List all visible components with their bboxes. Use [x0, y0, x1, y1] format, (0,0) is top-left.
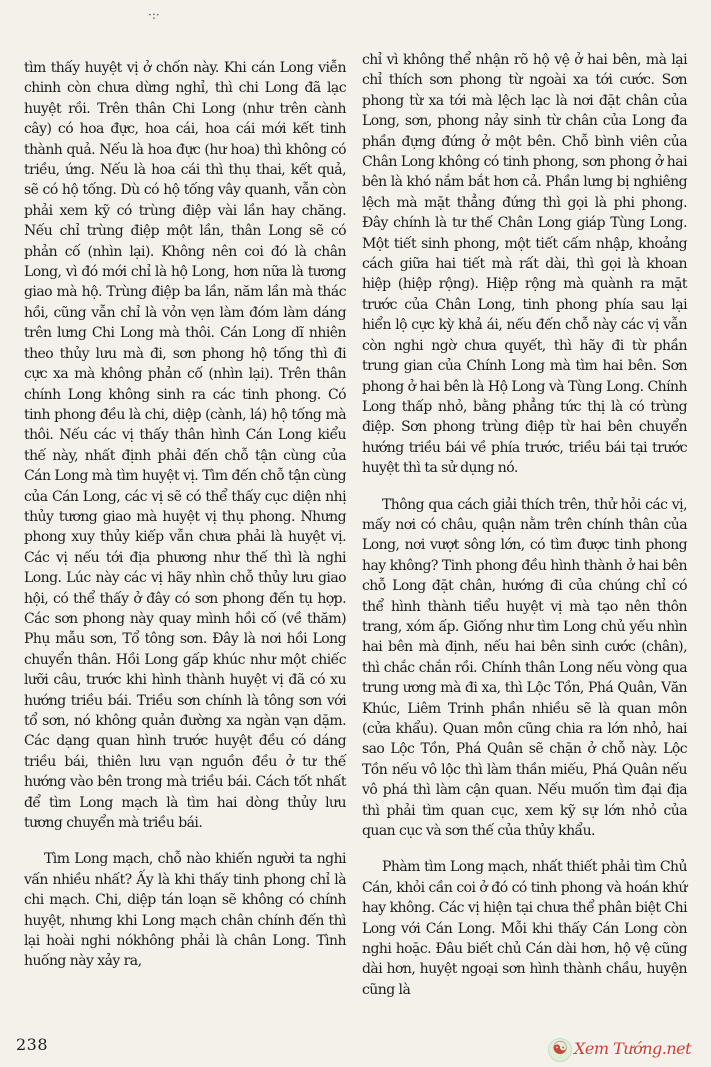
paragraph-gap [24, 833, 346, 849]
yin-yang-icon [548, 1038, 572, 1062]
paragraph: chỉ vì không thể nhận rõ hộ vệ ở hai bên, mà lại chỉ thích sơn phong từ ngoài xa tới cước. Sơn phong từ xa tới mà lệch lạc là nơi đặt chân của Long, sơn, phong nảy sinh từ chân của Long đa phần đựng đứng ở một bên. Chỗ bình viên của Chân Long không có tinh phong, sơn phong ở hai bên là khó nắm bắt hơn cả. Phần lưng bị nghiêng lệch mà mặt thẳng đứng thì gọi là phi phong. Đây chính là tư thế Chân Long giáp Tùng Long. Một tiết sinh phong, một tiết cấm nhập, khoảng cách giữa hai tiết mà rất dài, thì gọi là khoan hiệp (hiệp rộng). Hiệp rộng mà quành ra mặt trước của Chân Long, tinh phong phía sau lại hiển lộ cực kỳ khả ái, nếu đến chỗ này các vị vẫn còn nghi ngờ chưa quyết, thì hãy đi từ phần trung gian của Chính Long mà tìm hai bên. Sơn phong ở hai bên là Hộ Long và Tùng Long. Chính Long thấp nhỏ, bằng phẳng tức thị là có trùng điệp. Sơn phong trùng điệp từ hai bên chuyển hướng triều bái về phía trước, triều bái tại trước huyệt thì ta sử dụng nó. [362, 52, 687, 477]
paragraph-gap [362, 841, 687, 857]
site-watermark [548, 1036, 708, 1064]
corner-mark: ·:· [148, 8, 160, 22]
paragraph: Tìm Long mạch, chỗ nào khiến người ta nghi vấn nhiều nhất? Ấy là khi thấy tinh phong chỉ là chi mạch. Chi, diệp tán loạn sẽ không có chính huyệt, nhưng khi Long mạch chân chính đến thì lại hoài nghi nókhông phải là chân Long. Tình huống này xảy ra, [24, 851, 346, 970]
paragraph: Thông qua cách giải thích trên, thử hỏi các vị, mấy nơi có châu, quận nằm trên chính thân của Long, nơi vượt sông lớn, có tìm được tinh phong hay không? Tinh phong đều hình thành ở hai bên chỗ Long đặt chân, hướng đi của chúng chỉ có thể hình thành tiểu huyệt vị mà tạo nên thôn trang, xóm ấp. Giống như tìm Long chủ yếu nhìn hai bên mà định, nếu hai bên sinh cước (chân), thì chắc chắn rồi. Chính thân Long nếu vòng qua trung ương mà đi xa, thì Lộc Tồn, Phá Quân, Văn Khúc, Liêm Trinh phần nhiều sẽ là quan môn (cửa khẩu). Quan môn cũng chia ra lớn nhỏ, hai sao Lộc Tồn, Phá Quân sẽ chặn ở chỗ này. Lộc Tồn nếu vô lộc thì làm thần miếu, Phá Quân nếu vô phá thì làm cận quan. Nếu muốn tìm đại địa thì phải tìm quan cục, xem kỹ sự lớn nhỏ của quan cục và sơn thế của thủy khẩu. [362, 496, 687, 840]
paragraph-gap [362, 479, 687, 495]
watermark-text: Xem Tướng.net [574, 1039, 692, 1058]
paragraph: tìm thấy huyệt vị ở chốn này. Khi cán Long viễn chinh còn chưa dừng nghỉ, thì chi Long đã lạc huyệt rồi. Trên thân Chi Long (như trên cành cây) có hoa đực, hoa cái, hoa cái mới kết tinh thành quả. Nếu là hoa đực (hư hoa) thì không có triều, ứng. Nếu là hoa cái thì thụ thai, kết quả, sẽ có hộ tống. Dù có hộ tống vây quanh, vẫn còn phải xem kỹ có trùng điệp vài lần hay chăng. Nếu chỉ trùng điệp một lần, thân Long sẽ có phản cố (nhìn lại). Không nên coi đó là chân Long, vì đó mới chỉ là hộ Long, hơn nữa là tương giao mà hộ. Trùng điệp ba lần, năm lần mà thác hồi, cũng vẫn chỉ là vỏn vẹn làm đóm làm dáng trên lưng Chi Long mà thôi. Cán Long dĩ nhiên theo thủy lưu mà đi, sơn phong hộ tống thì đi cực xa mà không phản cố (nhìn lại). Trên thân chính Long không sinh ra các tinh phong. Có tinh phong đều là chi, diệp (cành, lá) hộ tống mà thôi. Nếu các vị thấy thân hình Cán Long kiểu thế này, nhất định phải đến chỗ tận cùng của Cán Long mà tìm huyệt vị. Tìm đến chỗ tận cùng của Cán Long, các vị sẽ có thể thấy cục diện nhị thủy tương giao mà huyệt vị thụ phong. Nhưng phong xuy thủy kiếp vẫn chưa phải là huyệt vị. Các vị nếu tới địa phương như thế thì là nghi Long. Lúc này các vị hãy nhìn chỗ thủy lưu giao hội, có thể thấy ở đây có sơn phong đến tụ hợp. Các sơn phong này quay mình hồi cố (về thăm) Phụ mẫu sơn, Tổ tông sơn. Đây là nơi hồi Long chuyển thân. Hồi Long gấp khúc như một chiếc lưỡi câu, trước khi hình thành huyệt vị đã có xu hướng triều bái. Triều sơn chính là tông sơn với tổ sơn, nó không quản đường xa ngàn vạn dặm. Các dạng quan hình trước huyệt đều có dáng triều bái, thiên lưu vạn nguồn đều ở tư thế hướng vào bên trong mà triều bái. Cách tốt nhất để tìm Long mạch là tìm hai dòng thủy lưu tương chuyển mà triều bái. [24, 60, 346, 832]
page-number: 238 [16, 1035, 49, 1054]
left-column [24, 58, 346, 972]
paragraph: Phàm tìm Long mạch, nhất thiết phải tìm Chủ Cán, khỏi cần coi ở đó có tinh phong và hoán khứ hay không. Các vị hiện tại chưa thể phân biệt Chi Long với Cán Long. Mỗi khi thấy Cán Long còn nghi hoặc. Đâu biết chủ Cán dài hơn, hộ vệ cũng dài hơn, huyệt ngoại sơn hình thành chầu, huyện cũng là [362, 859, 687, 998]
right-column [362, 50, 687, 1000]
